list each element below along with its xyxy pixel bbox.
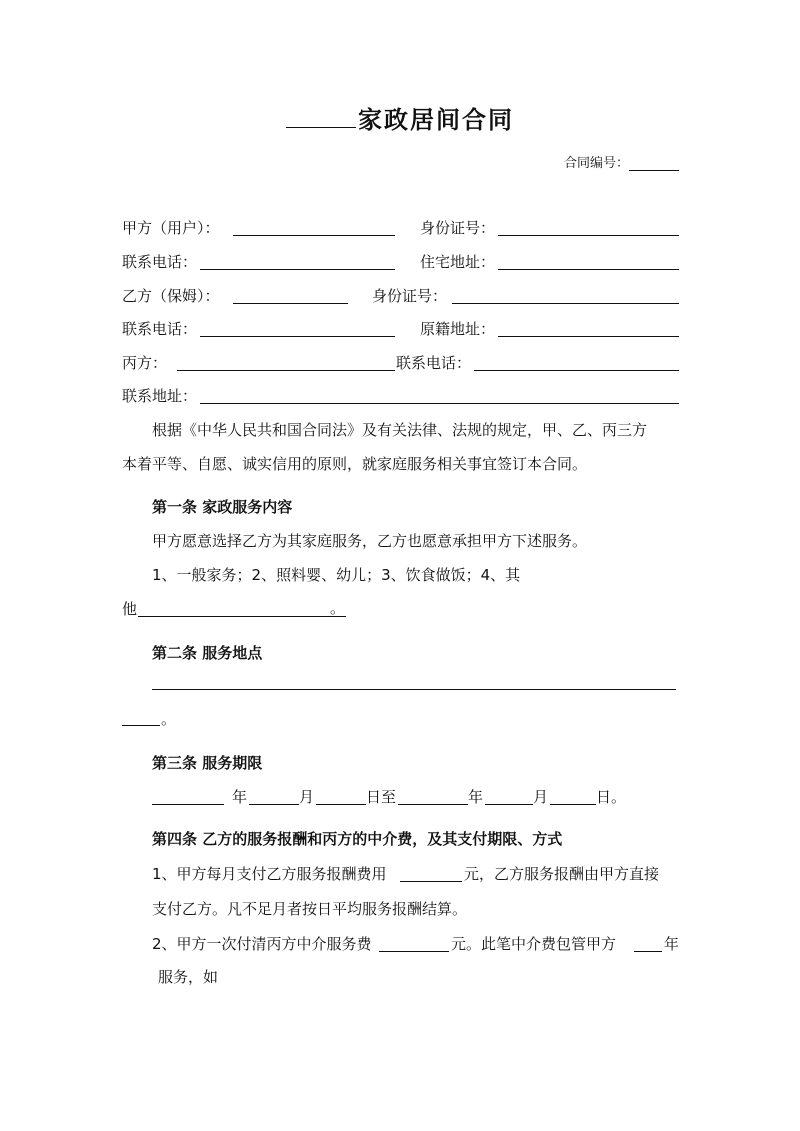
- start-year-label: 年: [232, 788, 248, 806]
- document-title: 家政居间合同: [0, 100, 800, 135]
- end-month-label: 月: [533, 788, 549, 806]
- guarantee-years-field[interactable]: [634, 951, 662, 952]
- end-month-field[interactable]: [485, 804, 533, 805]
- start-day-field[interactable]: [316, 804, 366, 805]
- article-4-paragraph-3: 服务，如: [158, 968, 219, 986]
- phone-label-b: 联系电话：: [122, 320, 198, 338]
- end-year-label: 年: [468, 788, 484, 806]
- service-location-field-line-1[interactable]: [152, 689, 676, 690]
- article-1-other-suffix: 。: [330, 599, 346, 617]
- article-4-paragraph-1a: 1、甲方每月支付乙方服务报酬费用: [152, 865, 387, 883]
- article-1-paragraph-1: 甲方愿意选择乙方为其家庭服务，乙方也愿意承担甲方下述服务。: [152, 532, 588, 550]
- start-day-to-label: 日至: [366, 788, 397, 806]
- article-3-title: 第三条 服务期限: [152, 754, 263, 772]
- party-c-field[interactable]: [177, 370, 395, 371]
- party-a-label: 甲方（用户）：: [122, 219, 220, 237]
- monthly-fee-field[interactable]: [400, 881, 462, 882]
- party-b-label: 乙方（保姆）：: [122, 287, 220, 305]
- end-day-label: 日。: [596, 788, 627, 806]
- start-month-label: 月: [299, 788, 315, 806]
- id-label-a: 身份证号：: [420, 219, 496, 237]
- home-address-field[interactable]: [498, 269, 679, 270]
- title-blank[interactable]: [286, 105, 356, 128]
- article-2-title: 第二条 服务地点: [152, 644, 263, 662]
- contract-number: 合同编号：: [564, 152, 679, 171]
- party-c-phone-field[interactable]: [474, 370, 679, 371]
- article-4-paragraph-1c: 支付乙方。凡不足月者按日平均服务报酬结算。: [152, 900, 468, 918]
- contact-address-label: 联系地址：: [122, 387, 198, 405]
- article-4-paragraph-1b: 元，乙方服务报酬由甲方直接: [464, 865, 660, 883]
- end-day-field[interactable]: [550, 804, 596, 805]
- intro-line-2: 本着平等、自愿、诚实信用的原则，就家庭服务相关事宜签订本合同。: [122, 455, 588, 473]
- home-address-label: 住宅地址：: [420, 253, 496, 271]
- contact-address-field[interactable]: [200, 403, 679, 404]
- party-a-phone-field[interactable]: [200, 269, 395, 270]
- article-4-paragraph-2c: 年: [664, 935, 680, 953]
- article-4-title: 第四条 乙方的服务报酬和丙方的中介费，及其支付期限、方式: [152, 830, 563, 848]
- phone-label-c: 联系电话：: [396, 354, 472, 372]
- native-address-label: 原籍地址：: [420, 320, 496, 338]
- party-a-field[interactable]: [233, 235, 395, 236]
- service-location-field-line-2[interactable]: [122, 725, 160, 726]
- intro-line-1: 根据《中华人民共和国合同法》及有关法律、法规的规定，甲、乙、丙三方: [152, 421, 648, 439]
- article-1-title: 第一条 家政服务内容: [152, 498, 293, 516]
- end-year-field[interactable]: [398, 804, 468, 805]
- article-4-paragraph-2b: 元。此笔中介费包管甲方: [451, 935, 617, 953]
- party-c-label: 丙方：: [122, 354, 168, 372]
- start-month-field[interactable]: [249, 804, 299, 805]
- party-b-id-field[interactable]: [452, 303, 679, 304]
- agency-fee-field[interactable]: [379, 951, 449, 952]
- party-a-id-field[interactable]: [498, 235, 679, 236]
- other-services-field[interactable]: [138, 616, 346, 617]
- phone-label-a: 联系电话：: [122, 253, 198, 271]
- article-1-other-prefix: 他: [122, 600, 138, 618]
- party-b-phone-field[interactable]: [200, 336, 395, 337]
- contract-number-field[interactable]: [629, 156, 679, 171]
- article-1-paragraph-2: 1、一般家务；2、照料婴、幼儿；3、饮食做饭；4、其: [152, 566, 521, 584]
- article-2-suffix: 。: [161, 710, 177, 728]
- article-4-paragraph-2a: 2、甲方一次付清丙方中介服务费: [152, 935, 372, 953]
- id-label-b: 身份证号：: [372, 287, 448, 305]
- native-address-field[interactable]: [498, 336, 679, 337]
- party-b-field[interactable]: [233, 303, 348, 304]
- start-year-field[interactable]: [152, 804, 224, 805]
